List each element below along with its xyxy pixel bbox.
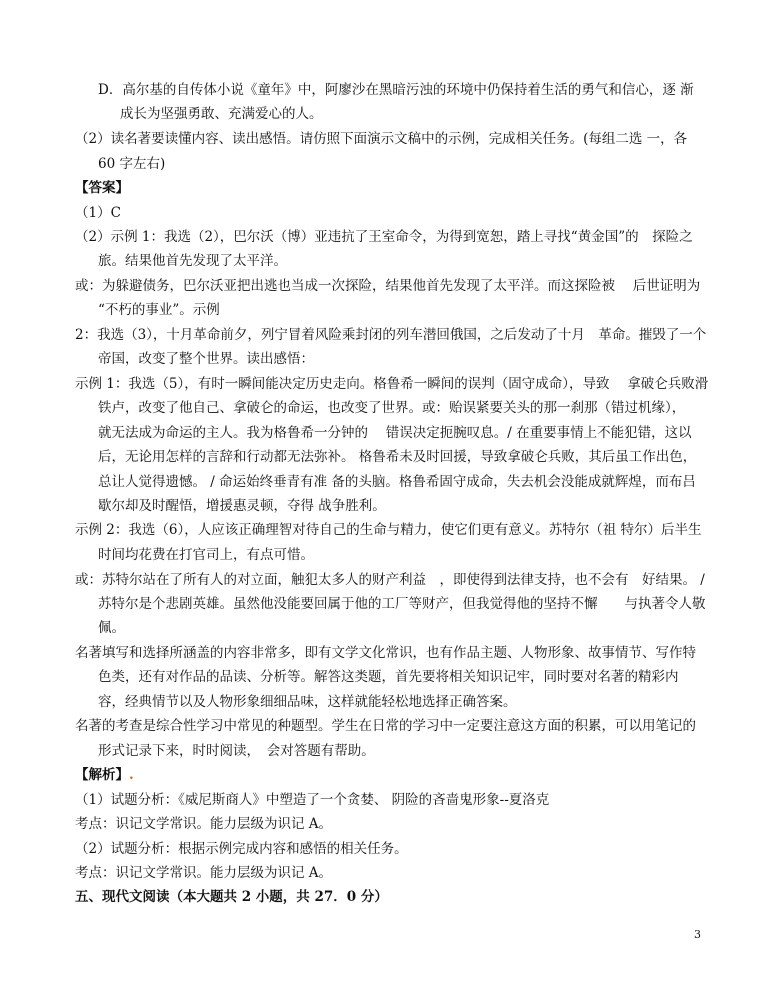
alternative-2-line-1: 或：苏特尔站在了所有人的对立面，触犯太多人的财产利益 ，即使得到法律支持，也不会有 好结果。 / [75,572,705,588]
note-2-line-1: 名著的考查是综合性学习中常见的种题型。学生在日常的学习中一定要注意这方面的积累，可以用笔记的 [75,718,696,734]
answer-heading: 【答案】 [75,180,129,196]
note-1-line-3: 容，经典情节以及人物形象细细品味，这样就能轻松地选择正确答案。 [98,694,517,710]
alternative-2-line-3: 佩。 [98,620,125,636]
insight-example-1-line-3: 就无法成为命运的主人。我为格鲁希一分钟的 错误决定扼腕叹息。/ 在重要事情上不能犯错，这以 [98,425,692,441]
insight-example-1-line-1: 示例 1：我选（5），有时一瞬间能决定历史走向。格鲁希一瞬间的误判（固守成命），导致 拿破仑兵败滑 [75,376,709,392]
insight-example-2-line-1: 示例 2：我选（6），人应该正确理智对待自己的生命与精力，使它们更有意义。苏特尔（祖 特尔）后半生 [75,522,702,538]
alternative-1-line-1: 或：为躲避债务，巴尔沃亚把出逃也当成一次探险，结果他首先发现了太平洋。而这探险被 后世证明为 [75,278,701,294]
alternative-1-line-2: “不朽的事业”。示例 [98,302,220,318]
example-2-line-1: 2：我选（3），十月革命前夕，列宁冒着风险乘封闭的列车潜回俄国，之后发动了十月 革命。摧毁了一个 [75,327,707,343]
insight-example-2-line-2: 时间均花费在打官司上，有点可惜。 [98,547,314,563]
knowledge-point-1: 考点：识记文学常识。能力层级为识记 A。 [75,816,333,832]
section-5-heading: 五、现代文阅读（本大题共 2 小题，共 27．0 分） [75,889,388,905]
insight-example-1-line-4: 后，无论用怎样的言辞和行动都无法弥补。 格鲁希未及时回援，导致拿破仑兵败，其后虽工作出色， [98,449,697,465]
knowledge-point-2: 考点：识记文学常识。能力层级为识记 A。 [75,865,333,881]
option-d-line-2: 成长为坚强勇敢、充满爱心的人。 [120,106,323,122]
alternative-2-line-2: 苏特尔是个悲剧英雄。虽然他没能要回属于他的工厂等财产，但我觉得他的坚持不懈 与执著令人敬 [98,596,706,612]
analysis-1: （1）试题分析：《威尼斯商人》中塑造了一个贪婪、 阴险的吝啬鬼形象--夏洛克 [75,792,550,808]
insight-example-1-line-2: 铁卢，改变了他自己、拿破仑的命运，也改变了世界。或：贻误紧要关头的那一刹那（错过机缘）， [98,400,686,416]
page-number: 3 [694,928,701,941]
answer-2-line-2: 旅。结果他首先发现了太平洋。 [98,253,287,269]
option-d-line-1: D．高尔基的自传体小说《童年》中，阿廖沙在黑暗污浊的环境中仍保持着生活的勇气和信心，逐 渐 [98,82,694,98]
analysis-heading [75,766,134,785]
question-2-line-2: 60 字左右) [98,156,166,172]
answer-1: （1）C [75,205,121,221]
insight-example-1-line-5: 总让人觉得遗憾。 / 命运始终垂青有准 备的头脑。格鲁希固守成命，失去机会没能成就辉煌，而布吕 [98,474,696,490]
analysis-2: （2）试题分析：根据示例完成内容和感悟的相关任务。 [75,841,408,857]
insight-example-1-line-6: 歇尔却及时醒悟，增援惠灵顿，夺得 战争胜利。 [98,498,386,514]
example-2-line-2: 帝国，改变了整个世界。读出感悟： [98,351,314,367]
analysis-heading-text: 【解析】 [75,767,129,783]
answer-2-line-1: （2）示例 1：我选（2），巴尔沃（博）亚违抗了王室命令，为得到宽恕，踏上寻找“黄金国”的 探险之 [75,229,693,245]
note-1-line-2: 色类，还有对作品的品读、分析等。解答这类题，首先要将相关知识记牢，同时要对名著的精彩内 [98,669,679,685]
question-2-line-1: （2）读名著要读懂内容、读出感悟。请仿照下面演示文稿中的示例，完成相关任务。(每组二选 一，各 [75,131,688,147]
note-2-line-2: 形式记录下来，时时阅读， 会对答题有帮助。 [98,743,375,759]
note-1-line-1: 名著填写和选择所涵盖的内容非常多，即有文学文化常识，也有作品主题、人物形象、故事情节、写作特 [75,645,696,661]
analysis-dot: . [129,767,134,783]
